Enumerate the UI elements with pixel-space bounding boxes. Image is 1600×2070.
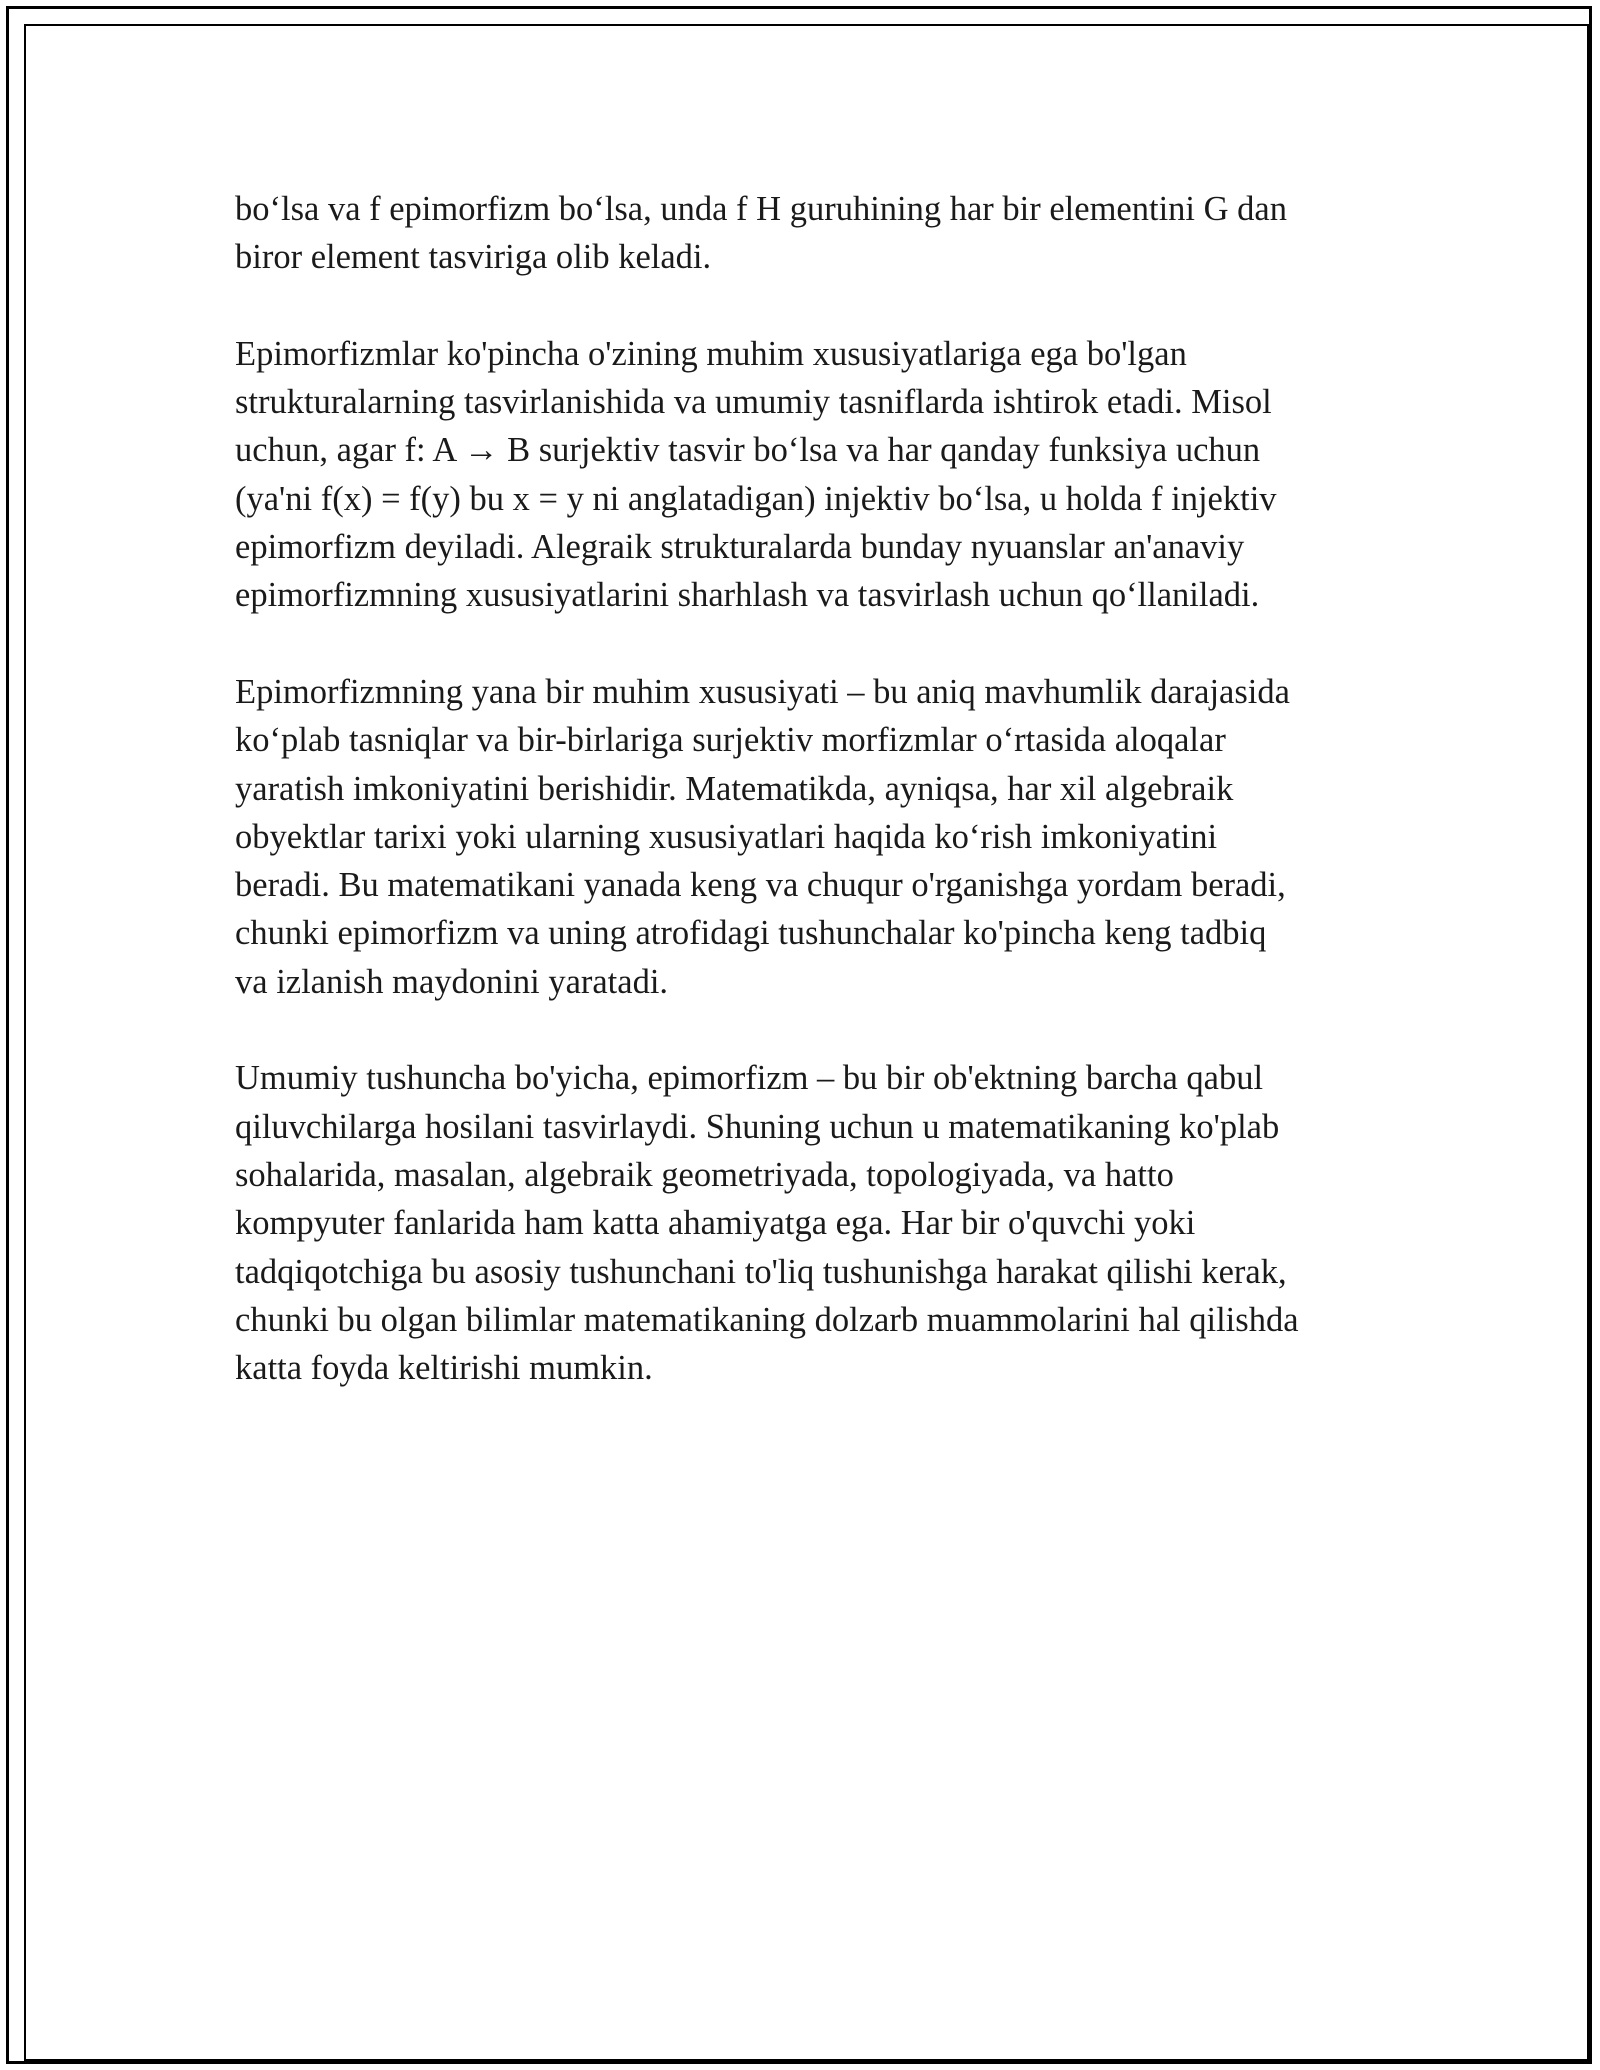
paragraph-1: bo‘lsa va f epimorfizm bo‘lsa, unda f H guruhining har bir elementini G dan biror element tasviriga olib keladi. [235, 190, 1287, 277]
paragraph-2: Epimorfizmlar ko'pincha o'zining muhim xususiyatlariga ega bo'lgan strukturalarning tasvirlanishida va umumiy tasniflarda ishtirok etadi. Misol uchun, agar f: A → B surjektiv tasvir bo‘lsa va har qanday funksiya uchun (ya'ni f(x) = f(y) bu x = y ni anglatadigan) injektiv bo‘lsa, u holda f injektiv epimorfizm deyiladi. Alegraik strukturalarda bunday nyuanslar an'anaviy epimorfizmning xususiyatlarini sharhlash va tasvirlash uchun qo‘llaniladi. [235, 334, 1277, 615]
paragraph-4: Umumiy tushuncha bo'yicha, epimorfizm – bu bir ob'ektning barcha qabul qiluvchilarga hosilani tasvirlaydi. Shuning uchun u matematikaning ko'plab sohalarida, masalan, algebraik geometriyada, topologiyada, va hatto kompyuter fanlarida ham katta ahamiyatga ega. Har bir o'quvchi yoki tadqiqotchiga bu asosiy tushunchani to'liq tushunishga harakat qilishi kerak, chunki bu olgan bilimlar matematikaning dolzarb muammolarini hal qilishda katta foyda keltirishi mumkin. [235, 1059, 1299, 1388]
paragraph-3: Epimorfizmning yana bir muhim xususiyati – bu aniq mavhumlik darajasida ko‘plab tasniqlar va bir-birlariga surjektiv morfizmlar o‘rtasida aloqalar yaratish imkoniyatini berishidir. Matematikda, ayniqsa, har xil algebraik obyektlar tarixi yoki ularning xususiyatlari haqida ko‘rish imkoniyatini beradi. Bu matematikani yanada keng va chuqur o'rganishga yordam beradi, chunki epimorfizm va uning atrofidagi tushunchalar ko'pincha keng tadbiq va izlanish maydonini yaratadi. [235, 672, 1290, 1001]
document-body [235, 185, 1395, 1441]
